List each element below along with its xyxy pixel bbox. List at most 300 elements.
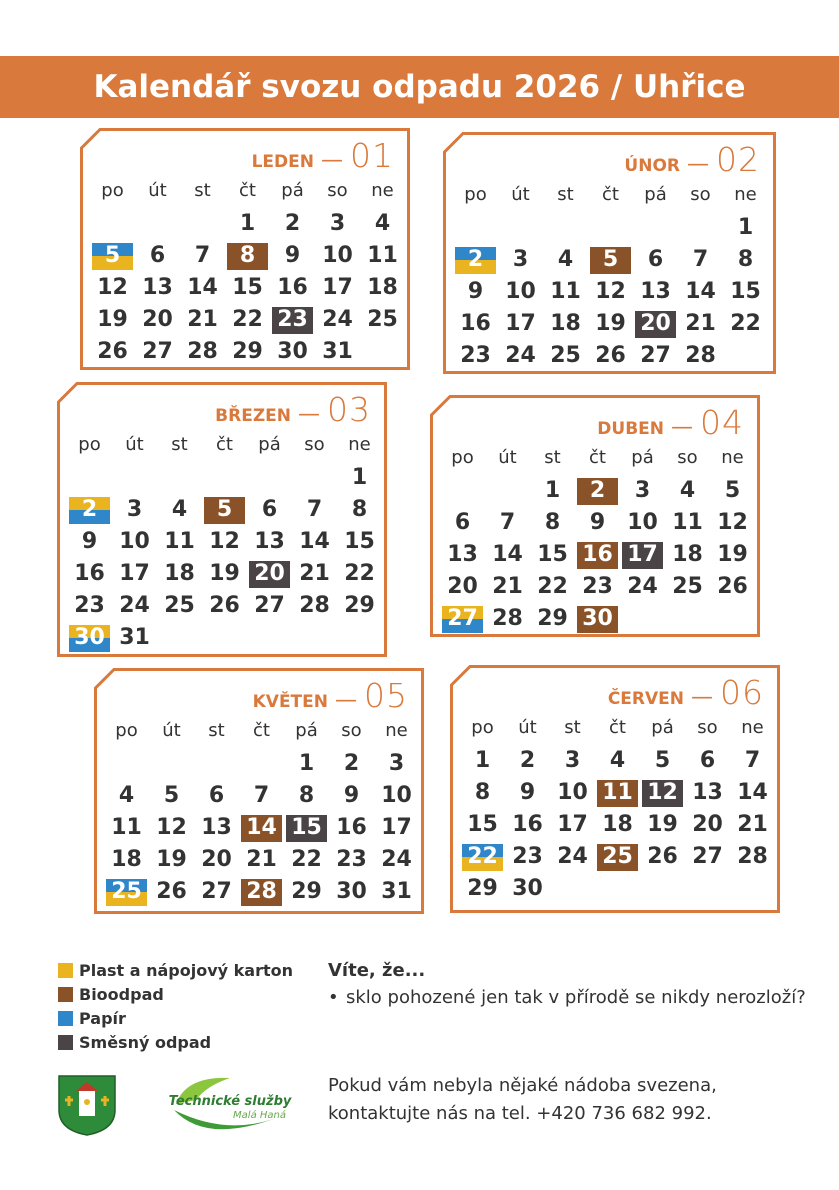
- legend-item-plast: Plast a nápojový karton: [58, 958, 293, 982]
- day-number: 20: [254, 561, 285, 586]
- day-number: 12: [595, 279, 626, 304]
- day-number: 20: [201, 847, 232, 872]
- legend-item-bio: Bioodpad: [58, 982, 293, 1006]
- month-name: KVĚTEN: [252, 692, 328, 712]
- weekday-label: út: [162, 720, 181, 741]
- day-cell: [530, 507, 575, 539]
- month-title: BŘEZEN — 03: [215, 390, 371, 429]
- legend: [58, 958, 293, 1054]
- day-cell: [685, 841, 730, 873]
- day-number: 2: [81, 497, 98, 522]
- day-number: 15: [467, 812, 498, 837]
- weekday-label: so: [697, 717, 718, 738]
- day-cell: [329, 780, 374, 812]
- day-cell: [595, 809, 640, 841]
- weekday-label: ne: [741, 717, 764, 738]
- day-cell: [292, 558, 337, 590]
- day-number: 26: [647, 844, 678, 869]
- day-cell: [202, 494, 247, 526]
- day-cell: [710, 507, 755, 539]
- day-number: 12: [209, 529, 240, 554]
- month-number: 04: [700, 403, 744, 442]
- day-grid: [460, 713, 775, 905]
- day-cell: [194, 780, 239, 812]
- day-number: 17: [627, 542, 658, 567]
- day-number: 7: [744, 748, 761, 773]
- day-cell: [329, 876, 374, 908]
- day-number: 22: [467, 844, 498, 869]
- month-name: ČERVEN: [607, 689, 684, 709]
- day-number: 12: [156, 815, 187, 840]
- day-cell: [284, 780, 329, 812]
- day-number: 8: [474, 780, 491, 805]
- month-march: [57, 382, 387, 657]
- day-number: 1: [474, 748, 491, 773]
- day-cell: [440, 539, 485, 571]
- day-cell: [315, 304, 360, 336]
- day-cell: [678, 308, 723, 340]
- day-number: 15: [730, 279, 761, 304]
- day-cell: [202, 526, 247, 558]
- day-cell: [575, 539, 620, 571]
- day-cell: [678, 244, 723, 276]
- day-cell: [337, 462, 382, 494]
- day-cell: [710, 539, 755, 571]
- day-number: 25: [367, 307, 398, 332]
- day-cell: [90, 240, 135, 272]
- day-number: 18: [672, 542, 703, 567]
- day-number: 22: [730, 311, 761, 336]
- day-cell: [640, 809, 685, 841]
- day-cell: [685, 809, 730, 841]
- day-number: 7: [499, 510, 516, 535]
- day-number: 1: [737, 215, 754, 240]
- day-number: 17: [381, 815, 412, 840]
- day-number: 15: [291, 815, 322, 840]
- day-cell: [239, 812, 284, 844]
- day-cell: [588, 244, 633, 276]
- day-number: 4: [557, 247, 574, 272]
- day-number: 22: [291, 847, 322, 872]
- day-number: 19: [97, 307, 128, 332]
- day-cell: [440, 571, 485, 603]
- day-number: 7: [692, 247, 709, 272]
- empty-cell: [292, 462, 337, 494]
- day-cell: [180, 336, 225, 368]
- day-cell: [505, 745, 550, 777]
- day-cell: [498, 308, 543, 340]
- day-number: 27: [201, 879, 232, 904]
- day-cell: [498, 276, 543, 308]
- day-cell: [149, 780, 194, 812]
- day-cell: [575, 475, 620, 507]
- day-number: 4: [374, 211, 391, 236]
- day-number: 10: [505, 279, 536, 304]
- day-number: 21: [737, 812, 768, 837]
- empty-cell: [202, 462, 247, 494]
- month-number: 03: [327, 390, 371, 429]
- day-number: 5: [654, 748, 671, 773]
- day-number: 5: [602, 247, 619, 272]
- empty-cell: [104, 748, 149, 780]
- month-june: [450, 665, 780, 913]
- day-cell: [284, 812, 329, 844]
- day-cell: [498, 340, 543, 372]
- day-cell: [329, 748, 374, 780]
- day-number: 22: [537, 574, 568, 599]
- day-number: 31: [381, 879, 412, 904]
- weekday-label: ne: [734, 184, 757, 205]
- day-cell: [575, 571, 620, 603]
- day-number: 4: [171, 497, 188, 522]
- day-number: 10: [381, 783, 412, 808]
- day-cell: [588, 276, 633, 308]
- day-cell: [633, 308, 678, 340]
- day-number: 3: [329, 211, 346, 236]
- day-number: 8: [351, 497, 368, 522]
- month-title: ČERVEN — 06: [607, 673, 764, 712]
- day-cell: [157, 590, 202, 622]
- day-number: 3: [388, 751, 405, 776]
- day-number: 9: [284, 243, 301, 268]
- day-cell: [112, 558, 157, 590]
- day-cell: [665, 539, 710, 571]
- month-number: 02: [716, 140, 760, 179]
- weekday-label: pá: [258, 434, 281, 455]
- smes-swatch: [58, 1035, 73, 1050]
- day-number: 10: [557, 780, 588, 805]
- weekday-label: út: [511, 184, 530, 205]
- weekday-label: pá: [631, 447, 654, 468]
- weekday-label: po: [101, 180, 124, 201]
- day-number: 14: [492, 542, 523, 567]
- day-number: 16: [277, 275, 308, 300]
- day-cell: [104, 844, 149, 876]
- day-number: 21: [299, 561, 330, 586]
- day-number: 20: [692, 812, 723, 837]
- day-cell: [595, 745, 640, 777]
- day-number: 19: [595, 311, 626, 336]
- day-number: 13: [692, 780, 723, 805]
- day-number: 31: [322, 339, 353, 364]
- day-cell: [337, 590, 382, 622]
- day-cell: [678, 340, 723, 372]
- day-cell: [453, 244, 498, 276]
- day-cell: [730, 809, 775, 841]
- empty-cell: [157, 462, 202, 494]
- day-cell: [595, 777, 640, 809]
- day-cell: [180, 240, 225, 272]
- day-number: 30: [74, 625, 105, 650]
- day-number: 23: [460, 343, 491, 368]
- day-number: 8: [239, 243, 256, 268]
- day-cell: [588, 308, 633, 340]
- day-cell: [485, 539, 530, 571]
- day-cell: [247, 494, 292, 526]
- day-cell: [90, 336, 135, 368]
- day-cell: [374, 748, 419, 780]
- day-cell: [270, 240, 315, 272]
- day-cell: [640, 841, 685, 873]
- info-box: [328, 960, 808, 1011]
- day-number: 24: [627, 574, 658, 599]
- day-cell: [633, 276, 678, 308]
- day-cell: [360, 240, 405, 272]
- day-cell: [270, 336, 315, 368]
- weekday-label: ne: [371, 180, 394, 201]
- day-number: 17: [557, 812, 588, 837]
- day-cell: [460, 745, 505, 777]
- weekday-label: po: [464, 184, 487, 205]
- day-cell: [225, 336, 270, 368]
- day-cell: [360, 272, 405, 304]
- day-number: 3: [634, 478, 651, 503]
- day-number: 13: [201, 815, 232, 840]
- day-grid: [67, 430, 382, 654]
- contact-text: Pokud vám nebyla nějaké nádoba svezena, kontaktujte nás na tel. +420 736 682 992.: [328, 1075, 717, 1124]
- day-number: 30: [277, 339, 308, 364]
- day-number: 17: [119, 561, 150, 586]
- day-cell: [104, 780, 149, 812]
- weekday-label: so: [327, 180, 348, 201]
- day-cell: [67, 494, 112, 526]
- day-number: 6: [647, 247, 664, 272]
- day-cell: [588, 340, 633, 372]
- day-cell: [194, 876, 239, 908]
- day-cell: [730, 777, 775, 809]
- legend-item-papir: Papír: [58, 1006, 293, 1030]
- day-number: 23: [336, 847, 367, 872]
- day-cell: [453, 276, 498, 308]
- day-number: 28: [299, 593, 330, 618]
- day-cell: [202, 558, 247, 590]
- weekday-label: út: [498, 447, 517, 468]
- weekday-label: čt: [253, 720, 270, 741]
- day-number: 24: [557, 844, 588, 869]
- day-number: 6: [208, 783, 225, 808]
- title-banner: [0, 56, 839, 118]
- day-number: 15: [232, 275, 263, 300]
- month-may: [94, 668, 424, 914]
- empty-cell: [149, 748, 194, 780]
- day-number: 24: [505, 343, 536, 368]
- day-cell: [485, 571, 530, 603]
- day-cell: [505, 777, 550, 809]
- day-number: 25: [550, 343, 581, 368]
- day-number: 14: [246, 815, 277, 840]
- day-number: 19: [647, 812, 678, 837]
- day-number: 30: [582, 606, 613, 631]
- day-number: 14: [685, 279, 716, 304]
- weekday-label: po: [471, 717, 494, 738]
- day-number: 4: [679, 478, 696, 503]
- day-cell: [247, 526, 292, 558]
- day-number: 17: [505, 311, 536, 336]
- day-number: 4: [609, 748, 626, 773]
- day-number: 21: [685, 311, 716, 336]
- day-cell: [135, 240, 180, 272]
- day-cell: [194, 812, 239, 844]
- day-cell: [247, 558, 292, 590]
- day-number: 12: [97, 275, 128, 300]
- day-cell: [550, 777, 595, 809]
- technicke-sluzby-logo: Technické služby Malá Haná: [166, 1074, 290, 1136]
- weekday-label: čt: [609, 717, 626, 738]
- day-cell: [505, 841, 550, 873]
- day-number: 1: [239, 211, 256, 236]
- day-number: 29: [344, 593, 375, 618]
- day-number: 5: [104, 243, 121, 268]
- day-number: 19: [156, 847, 187, 872]
- day-cell: [292, 590, 337, 622]
- day-cell: [202, 590, 247, 622]
- day-number: 16: [512, 812, 543, 837]
- empty-cell: [485, 475, 530, 507]
- day-cell: [112, 622, 157, 654]
- day-number: 1: [544, 478, 561, 503]
- day-number: 11: [602, 780, 633, 805]
- month-title: DUBEN — 04: [597, 403, 744, 442]
- day-number: 8: [737, 247, 754, 272]
- day-number: 18: [367, 275, 398, 300]
- day-number: 18: [550, 311, 581, 336]
- day-cell: [112, 526, 157, 558]
- day-cell: [67, 558, 112, 590]
- day-grid: [453, 180, 768, 372]
- day-number: 24: [119, 593, 150, 618]
- day-number: 2: [343, 751, 360, 776]
- weekday-label: ne: [348, 434, 371, 455]
- plast-swatch: [58, 963, 73, 978]
- empty-cell: [67, 462, 112, 494]
- day-number: 12: [647, 780, 678, 805]
- empty-cell: [440, 475, 485, 507]
- month-number: 05: [364, 676, 408, 715]
- day-cell: [180, 304, 225, 336]
- day-number: 11: [111, 815, 142, 840]
- day-cell: [284, 748, 329, 780]
- day-number: 30: [336, 879, 367, 904]
- weekday-label: po: [78, 434, 101, 455]
- day-number: 27: [692, 844, 723, 869]
- day-cell: [329, 812, 374, 844]
- coat-of-arms-logo: [57, 1074, 117, 1136]
- day-cell: [550, 841, 595, 873]
- day-cell: [485, 507, 530, 539]
- day-cell: [135, 336, 180, 368]
- day-cell: [270, 304, 315, 336]
- day-cell: [149, 812, 194, 844]
- day-number: 24: [381, 847, 412, 872]
- weekday-label: čt: [589, 447, 606, 468]
- empty-cell: [247, 462, 292, 494]
- day-cell: [620, 507, 665, 539]
- weekday-label: pá: [281, 180, 304, 201]
- day-cell: [337, 558, 382, 590]
- day-cell: [575, 507, 620, 539]
- weekday-label: st: [194, 180, 211, 201]
- day-cell: [337, 526, 382, 558]
- day-cell: [665, 507, 710, 539]
- day-cell: [440, 603, 485, 635]
- empty-cell: [633, 212, 678, 244]
- day-cell: [374, 812, 419, 844]
- day-number: 16: [74, 561, 105, 586]
- day-number: 20: [142, 307, 173, 332]
- weekday-label: út: [125, 434, 144, 455]
- day-cell: [360, 304, 405, 336]
- day-cell: [723, 212, 768, 244]
- weekday-label: so: [341, 720, 362, 741]
- day-number: 26: [156, 879, 187, 904]
- day-cell: [104, 876, 149, 908]
- weekday-label: čt: [216, 434, 233, 455]
- weekday-label: so: [677, 447, 698, 468]
- month-title: LEDEN — 01: [251, 136, 394, 175]
- day-number: 27: [447, 606, 478, 631]
- weekday-label: út: [148, 180, 167, 201]
- day-number: 22: [344, 561, 375, 586]
- day-cell: [505, 809, 550, 841]
- day-number: 26: [717, 574, 748, 599]
- day-number: 2: [519, 748, 536, 773]
- day-grid: [104, 716, 419, 908]
- day-cell: [67, 622, 112, 654]
- day-number: 3: [564, 748, 581, 773]
- day-number: 14: [187, 275, 218, 300]
- day-cell: [292, 494, 337, 526]
- day-cell: [710, 571, 755, 603]
- legend-item-smes: Směsný odpad: [58, 1030, 293, 1054]
- day-cell: [640, 745, 685, 777]
- day-number: 23: [512, 844, 543, 869]
- day-cell: [194, 844, 239, 876]
- month-name: ÚNOR: [624, 156, 680, 176]
- day-number: 10: [322, 243, 353, 268]
- day-number: 25: [164, 593, 195, 618]
- weekday-label: pá: [651, 717, 674, 738]
- day-cell: [90, 272, 135, 304]
- day-number: 21: [187, 307, 218, 332]
- day-number: 1: [298, 751, 315, 776]
- day-number: 7: [253, 783, 270, 808]
- day-number: 16: [336, 815, 367, 840]
- day-cell: [337, 494, 382, 526]
- weekday-label: čt: [239, 180, 256, 201]
- day-number: 9: [81, 529, 98, 554]
- month-title: ÚNOR — 02: [624, 140, 760, 179]
- bio-swatch: [58, 987, 73, 1002]
- day-number: 18: [111, 847, 142, 872]
- day-number: 15: [344, 529, 375, 554]
- day-cell: [315, 272, 360, 304]
- day-cell: [460, 777, 505, 809]
- day-number: 25: [672, 574, 703, 599]
- day-cell: [530, 571, 575, 603]
- day-number: 5: [216, 497, 233, 522]
- day-number: 2: [284, 211, 301, 236]
- day-cell: [460, 841, 505, 873]
- day-cell: [157, 558, 202, 590]
- page-title: Kalendář svozu odpadu 2026 / Uhřice: [93, 69, 746, 105]
- empty-cell: [678, 212, 723, 244]
- day-cell: [180, 272, 225, 304]
- day-number: 6: [699, 748, 716, 773]
- day-cell: [329, 844, 374, 876]
- day-number: 26: [97, 339, 128, 364]
- empty-cell: [180, 208, 225, 240]
- day-cell: [157, 494, 202, 526]
